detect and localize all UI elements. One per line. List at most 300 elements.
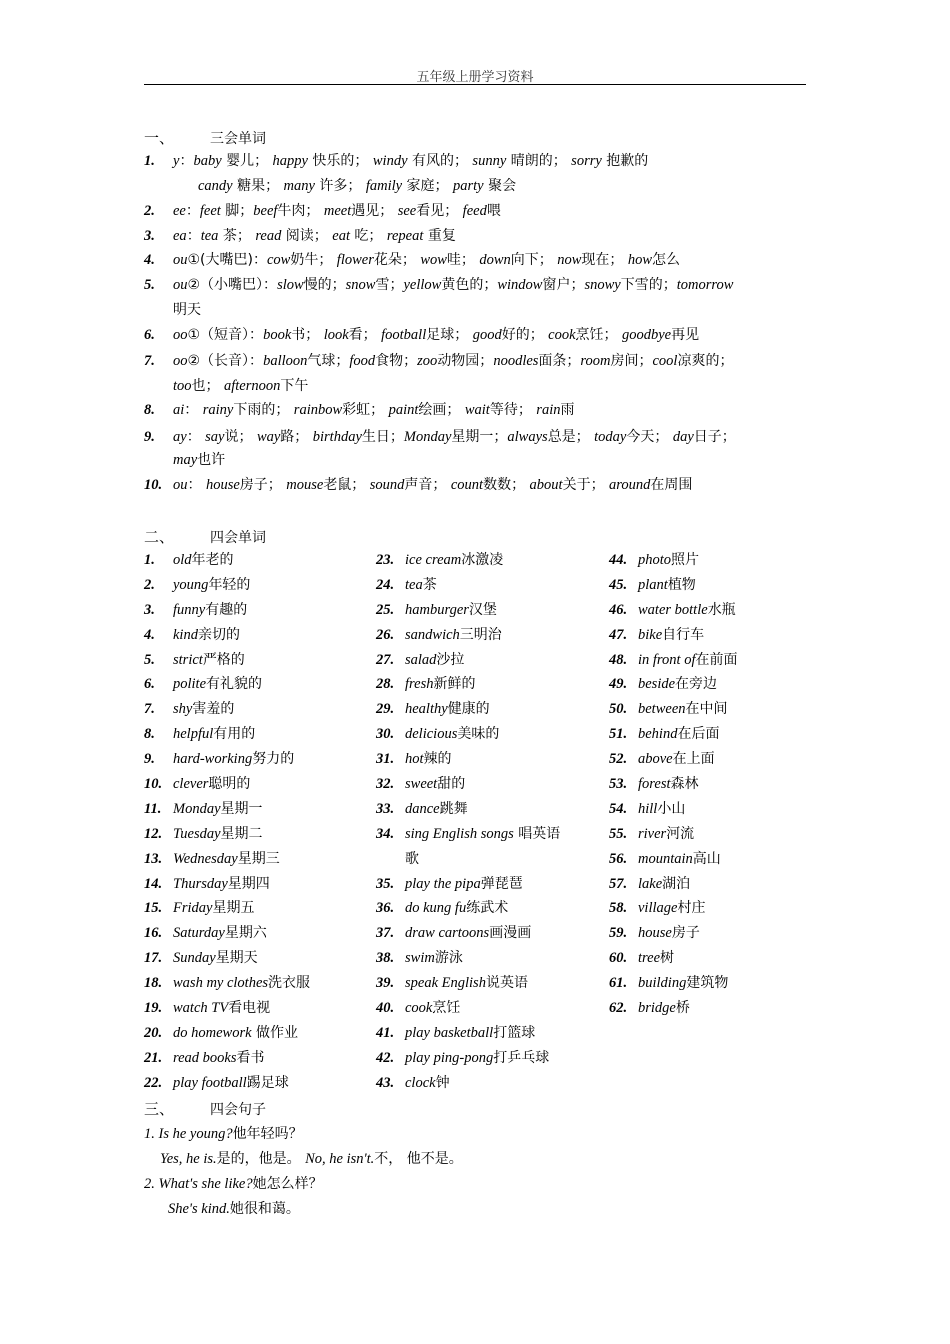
section-2-heading	[144, 526, 266, 547]
vocab-item	[609, 576, 839, 601]
english-word: feed	[462, 203, 487, 219]
vocab-item	[609, 999, 839, 1024]
chinese-meaning: 雪；	[375, 277, 404, 293]
english-word: cook	[548, 327, 576, 343]
vocab-number: 14.	[144, 875, 163, 892]
chinese-translation: 不， 他不是。	[374, 1151, 463, 1167]
chinese-meaning: 明天	[173, 302, 201, 318]
vocab-number: 44.	[609, 552, 628, 568]
english-word: oo	[173, 353, 188, 369]
chinese-meaning: 辣的	[423, 751, 452, 768]
chinese-meaning: 歌	[405, 850, 419, 867]
vocab-number: 62.	[609, 1000, 628, 1017]
english-word: may	[173, 452, 198, 468]
chinese-meaning: 在上面	[672, 751, 715, 768]
chinese-meaning: 慢的；	[303, 277, 346, 293]
english-word: read books	[173, 1049, 237, 1066]
chinese-meaning: 画漫画	[489, 925, 532, 942]
english-word: fresh	[405, 676, 434, 693]
vocab-item	[376, 1024, 606, 1049]
english-word: draw cartoons	[405, 925, 490, 942]
chinese-meaning: 喂	[486, 203, 501, 219]
chinese-meaning: 食物；	[375, 353, 418, 369]
vocab-number: 50.	[609, 701, 628, 718]
english-word: swim	[405, 950, 435, 967]
english-word: y	[173, 153, 180, 169]
english-word: tea	[200, 228, 219, 244]
english-word: eat	[332, 228, 350, 244]
chinese-meaning: 下午	[280, 378, 309, 394]
vocab-item	[609, 850, 839, 875]
vocab-number: 10.	[144, 776, 163, 793]
chinese-meaning: 桥	[675, 1000, 690, 1017]
english-word: paint	[388, 402, 419, 418]
english-word: delicious	[405, 726, 458, 743]
english-word: beef	[253, 203, 278, 219]
chinese-translation: 她怎么样？	[252, 1176, 323, 1192]
chinese-meaning: 星期二	[220, 825, 263, 842]
chinese-meaning: 声音；	[404, 477, 451, 493]
word-entry	[173, 451, 225, 469]
chinese-meaning: 星期一	[220, 800, 263, 817]
chinese-meaning: 绘画；	[418, 402, 465, 418]
english-word: beside	[638, 676, 676, 693]
chinese-meaning: 看电视	[228, 1000, 271, 1017]
vocab-item	[144, 974, 374, 999]
chinese-meaning: 花朵；	[373, 252, 421, 268]
english-word: hot	[405, 751, 424, 768]
english-word: sunny	[472, 153, 507, 169]
english-word: good	[472, 327, 502, 343]
vocab-item	[609, 700, 839, 725]
chinese-meaning: 在后面	[677, 726, 720, 743]
vocab-number: 19.	[144, 1000, 163, 1017]
english-word: hamburger	[405, 601, 469, 618]
entry-number: 6.	[144, 327, 155, 343]
english-word: photo	[638, 552, 672, 568]
english-word: Sunday	[173, 950, 216, 967]
english-word: sweet	[405, 776, 438, 793]
vocab-number: 2.	[144, 576, 155, 593]
english-word: family	[365, 178, 403, 194]
vocab-number: 57.	[609, 875, 628, 892]
chinese-meaning: ②（长音）：	[187, 353, 264, 369]
chinese-meaning: 路；	[280, 429, 313, 445]
chinese-meaning: 面条；	[538, 353, 581, 369]
chinese-meaning: 房子；	[239, 477, 287, 493]
vocab-number: 42.	[376, 1049, 395, 1066]
vocab-number: 36.	[376, 900, 395, 917]
entry-number: 10.	[144, 477, 163, 493]
chinese-meaning: 脚；	[220, 203, 254, 219]
english-word: forest	[638, 776, 671, 793]
english-word: healthy	[405, 701, 448, 718]
vocab-number: 38.	[376, 950, 395, 967]
chinese-meaning: 害羞的	[192, 701, 235, 718]
english-word: cool	[652, 353, 678, 369]
vocab-number: 15.	[144, 900, 163, 917]
vocab-item	[609, 750, 839, 775]
vocab-item	[376, 999, 606, 1024]
chinese-meaning: 怎么	[652, 252, 681, 268]
vocab-item	[609, 775, 839, 800]
english-word: snow	[345, 277, 376, 293]
english-word: house	[205, 477, 240, 493]
chinese-meaning: 有风的；	[407, 153, 473, 169]
english-word: behind	[638, 726, 678, 743]
english-word: ai	[173, 402, 185, 418]
word-entry	[173, 377, 308, 395]
english-word: birthday	[312, 429, 362, 445]
vocab-item	[376, 924, 606, 949]
vocab-item	[609, 899, 839, 924]
chinese-meaning: 亲切的	[197, 626, 240, 643]
chinese-meaning: 新鲜的	[433, 676, 476, 693]
entry-number: 9.	[144, 429, 155, 445]
chinese-meaning: ：	[186, 228, 201, 244]
chinese-meaning: 湖泊	[662, 875, 691, 892]
chinese-meaning: ②（小嘴巴）：	[187, 277, 278, 293]
chinese-meaning: 有用的	[213, 726, 256, 743]
chinese-meaning: 烹饪	[432, 1000, 461, 1017]
vocab-number: 35.	[376, 875, 395, 892]
english-word: oo	[173, 327, 188, 343]
chinese-meaning: 河流	[666, 825, 695, 842]
vocab-number: 31.	[376, 751, 395, 768]
vocab-number: 32.	[376, 776, 395, 793]
chinese-meaning: 今天；	[626, 429, 673, 445]
vocab-number: 11.	[144, 800, 162, 817]
chinese-meaning: 说英语	[485, 975, 528, 992]
english-word: how	[627, 252, 653, 268]
vocab-item	[609, 800, 839, 825]
chinese-meaning: 照片	[671, 552, 700, 568]
vocab-item	[609, 949, 839, 974]
chinese-meaning: 房子	[671, 925, 700, 942]
vocab-item	[376, 700, 606, 725]
chinese-meaning: 小山	[657, 800, 686, 817]
vocab-number: 3.	[144, 601, 155, 618]
english-word: wash my clothes	[173, 975, 269, 992]
english-word: party	[453, 178, 484, 194]
vocab-item	[144, 800, 374, 825]
vocab-number: 56.	[609, 850, 628, 867]
english-word: tea	[405, 576, 423, 593]
english-word: book	[263, 327, 292, 343]
entry-number: 7.	[144, 353, 155, 369]
english-word: Thursday	[173, 875, 228, 892]
chinese-meaning: 关于；	[562, 477, 610, 493]
section-1-heading	[144, 127, 266, 148]
english-word: ou	[173, 277, 188, 293]
chinese-meaning: 许多；	[314, 178, 366, 194]
vocab-column-2	[376, 551, 606, 1099]
english-word: wait	[464, 402, 490, 418]
chinese-meaning: 阅读；	[281, 228, 333, 244]
vocab-number: 13.	[144, 850, 163, 867]
chinese-meaning: 重复	[423, 228, 456, 244]
chinese-meaning: 星期五	[212, 900, 255, 917]
english-word: bike	[638, 626, 663, 643]
vocab-number: 1.	[144, 552, 155, 568]
chinese-meaning: 星期六	[224, 925, 267, 942]
vocab-number: 49.	[609, 676, 628, 693]
vocab-item	[376, 675, 606, 700]
chinese-meaning: 老鼠；	[323, 477, 370, 493]
vocab-number: 34.	[376, 825, 395, 842]
english-word: baby	[193, 153, 222, 169]
vocab-number: 43.	[376, 1074, 395, 1091]
vocab-item	[376, 1049, 606, 1074]
chinese-meaning: 总是；	[547, 429, 595, 445]
section-title: 四会句子	[210, 1102, 266, 1118]
chinese-meaning: 婴儿；	[221, 153, 273, 169]
sentence-line	[144, 1123, 303, 1143]
chinese-meaning: 也许	[197, 452, 226, 468]
english-word: sound	[369, 477, 405, 493]
vocab-item	[144, 551, 374, 576]
chinese-meaning: 打篮球	[493, 1024, 536, 1041]
chinese-meaning: 努力的	[252, 751, 295, 768]
english-word: water bottle	[638, 601, 708, 618]
english-word: rain	[536, 402, 561, 418]
vocab-item	[376, 949, 606, 974]
sentence-line	[144, 1173, 323, 1193]
english-word: window	[497, 277, 543, 293]
entry-number: 3.	[144, 228, 155, 244]
chinese-meaning: 自行车	[662, 626, 705, 643]
chinese-meaning: ：	[179, 153, 194, 169]
english-word: snowy	[584, 277, 621, 293]
chinese-meaning: 哇；	[446, 252, 480, 268]
word-entry	[144, 152, 648, 170]
chinese-meaning: 奶牛；	[290, 252, 337, 268]
chinese-meaning: 书；	[291, 327, 324, 343]
english-word: yellow	[403, 277, 442, 293]
chinese-meaning: 快乐的；	[307, 153, 373, 169]
english-word: sandwich	[405, 626, 460, 643]
vocab-number: 51.	[609, 726, 628, 743]
section-number: 三、	[144, 1100, 175, 1118]
chinese-meaning: 牛肉；	[277, 203, 324, 219]
vocab-item	[144, 1074, 374, 1099]
chinese-meaning: 茶	[422, 576, 437, 593]
chinese-meaning: 黄色的；	[441, 277, 498, 293]
vocab-number: 40.	[376, 1000, 395, 1017]
section-number: 一、	[144, 129, 175, 147]
english-word: goodbye	[621, 327, 672, 343]
chinese-meaning: 在中间	[685, 701, 728, 718]
word-entry	[144, 227, 456, 245]
word-entry	[198, 177, 516, 195]
english-word: meet	[323, 203, 352, 219]
word-entry	[144, 352, 733, 370]
english-word: Wednesday	[173, 850, 238, 867]
english-word: noodles	[493, 353, 539, 369]
english-word: house	[638, 925, 672, 942]
vocab-number: 33.	[376, 800, 395, 817]
chinese-meaning: 钟	[435, 1074, 450, 1091]
chinese-translation: 他年轻吗？	[232, 1126, 303, 1142]
english-word: plant	[638, 576, 668, 593]
english-word: polite	[173, 676, 207, 693]
chinese-meaning: 树	[660, 950, 675, 967]
english-word: feet	[199, 203, 221, 219]
vocab-item	[144, 850, 374, 875]
vocab-number: 18.	[144, 975, 163, 992]
vocab-item	[376, 750, 606, 775]
english-word: mouse	[286, 477, 324, 493]
chinese-meaning: 吃；	[349, 228, 387, 244]
english-word: sorry	[571, 153, 602, 169]
english-word: mountain	[638, 850, 693, 867]
english-word: too	[173, 378, 192, 394]
chinese-meaning: 烹饪；	[575, 327, 622, 343]
english-word: ou	[173, 252, 188, 268]
english-word: dance	[405, 800, 440, 817]
chinese-meaning: 在周围	[650, 477, 693, 493]
vocab-column-3	[609, 551, 839, 1024]
english-word: wow	[420, 252, 447, 268]
chinese-meaning: 在前面	[695, 651, 738, 668]
english-word: lake	[638, 875, 663, 892]
english-word: Tuesday	[173, 825, 221, 842]
chinese-meaning: 星期三	[237, 850, 280, 867]
english-word: clock	[405, 1074, 436, 1091]
vocab-item	[376, 899, 606, 924]
english-word: play basketball	[405, 1024, 494, 1041]
chinese-meaning: 现在；	[581, 252, 628, 268]
english-word: way	[256, 429, 281, 445]
vocab-number: 5.	[144, 651, 155, 668]
vocab-item	[609, 675, 839, 700]
chinese-meaning: ①（短音）：	[187, 327, 264, 343]
chinese-meaning: 聚会	[483, 178, 517, 194]
chinese-meaning: 气球；	[307, 353, 350, 369]
vocab-item	[144, 675, 374, 700]
vocab-item	[144, 576, 374, 601]
english-word: Saturday	[173, 925, 225, 942]
vocab-number: 52.	[609, 751, 628, 768]
word-entry	[144, 202, 501, 220]
chinese-meaning: 星期一；	[451, 429, 508, 445]
vocab-item	[144, 1024, 374, 1049]
entry-number: 1.	[144, 153, 155, 169]
chinese-meaning: 踢足球	[246, 1074, 289, 1091]
chinese-meaning: 严格的	[202, 651, 245, 668]
english-word: always	[507, 429, 548, 445]
vocab-item	[376, 651, 606, 676]
english-word: down	[479, 252, 511, 268]
chinese-meaning: 再见	[671, 327, 700, 343]
vocab-number: 58.	[609, 900, 628, 917]
english-word: room	[580, 353, 611, 369]
english-word: afternoon	[223, 378, 281, 394]
english-word: zoo	[417, 353, 438, 369]
vocab-item	[376, 775, 606, 800]
vocab-item	[144, 1049, 374, 1074]
vocab-number: 48.	[609, 651, 628, 668]
chinese-meaning: 动物园；	[437, 353, 494, 369]
vocab-item	[376, 825, 606, 850]
chinese-meaning: 向下；	[510, 252, 558, 268]
chinese-meaning: 汉堡	[468, 601, 497, 618]
word-entry	[144, 276, 733, 294]
chinese-meaning: 也；	[191, 378, 224, 394]
section-title: 四会单词	[210, 530, 266, 546]
chinese-meaning: ：	[184, 402, 203, 418]
vocab-number: 26.	[376, 626, 395, 643]
vocab-item	[609, 875, 839, 900]
english-word: say	[205, 429, 225, 445]
vocab-item	[609, 551, 839, 576]
word-entry	[144, 326, 699, 344]
vocab-item	[609, 825, 839, 850]
english-word: day	[672, 429, 694, 445]
chinese-meaning: 建筑物	[686, 975, 729, 992]
vocab-item	[144, 601, 374, 626]
english-word: ea	[173, 228, 187, 244]
chinese-meaning: 在旁边	[675, 676, 718, 693]
english-word: Monday	[403, 429, 452, 445]
chinese-meaning: 凉爽的；	[677, 353, 734, 369]
chinese-meaning: 练武术	[466, 900, 509, 917]
vocab-number: 54.	[609, 800, 628, 817]
vocab-item	[609, 651, 839, 676]
english-word: today	[594, 429, 627, 445]
vocab-number: 39.	[376, 975, 395, 992]
vocab-item	[609, 974, 839, 999]
english-word: helpful	[173, 726, 214, 743]
english-word: watch TV	[173, 1000, 229, 1017]
vocab-number: 47.	[609, 626, 628, 643]
chinese-meaning: ：	[185, 203, 200, 219]
vocab-item	[144, 949, 374, 974]
english-word: river	[638, 825, 667, 842]
chinese-meaning: 有礼貌的	[206, 676, 263, 693]
english-sentence: Yes, he is.	[160, 1151, 217, 1167]
word-entry	[144, 476, 692, 494]
section-title: 三会单词	[210, 131, 266, 147]
page-header: 五年级上册学习资料	[416, 70, 534, 85]
english-word: strict	[173, 651, 203, 668]
vocab-number: 27.	[376, 651, 395, 668]
chinese-meaning: 看；	[348, 327, 382, 343]
header-divider	[144, 84, 806, 85]
chinese-meaning: 家庭；	[402, 178, 454, 194]
english-sentence: She's kind.	[168, 1201, 230, 1217]
vocab-item	[376, 800, 606, 825]
chinese-meaning: ①(大嘴巴)：	[187, 252, 267, 268]
chinese-meaning: 看见；	[416, 203, 463, 219]
chinese-meaning: 三明治	[459, 626, 502, 643]
english-word: play the pipa	[405, 875, 481, 892]
english-word: about	[529, 477, 563, 493]
english-word: slow	[277, 277, 304, 293]
chinese-meaning: 年轻的	[208, 576, 251, 593]
vocab-number: 30.	[376, 726, 395, 743]
vocab-item	[144, 725, 374, 750]
vocab-number: 17.	[144, 950, 163, 967]
chinese-meaning: 村庄	[677, 900, 706, 917]
chinese-meaning: 森林	[670, 776, 699, 793]
vocab-number: 16.	[144, 925, 163, 942]
english-word: speak English	[405, 975, 486, 992]
english-word: do kung fu	[405, 900, 467, 917]
english-word: football	[381, 327, 427, 343]
chinese-meaning: 年老的	[191, 552, 234, 568]
sentence-line	[160, 1148, 463, 1168]
